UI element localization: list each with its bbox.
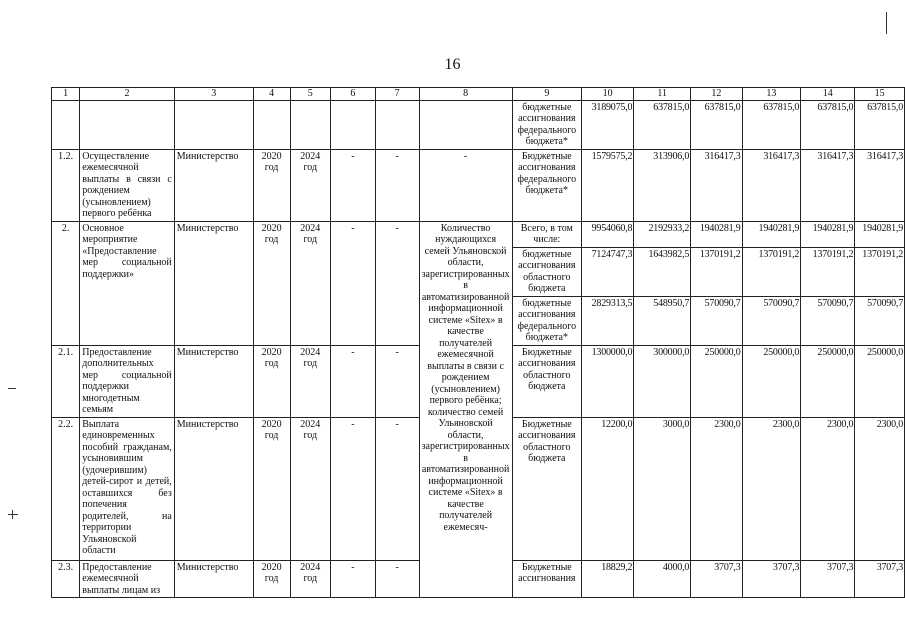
value-cell: 316417,3 <box>855 149 905 221</box>
start-year: 2020 год <box>253 221 290 345</box>
value-cell: 1370191,2 <box>691 247 742 296</box>
table-row <box>52 100 905 149</box>
end-year: 2024 год <box>290 560 331 598</box>
funding-source: Всего, в том числе: <box>512 221 581 247</box>
value-cell: 3707,3 <box>855 560 905 598</box>
row-number: 2.1. <box>52 345 80 417</box>
col-header: 12 <box>691 88 742 101</box>
value-cell: 316417,3 <box>801 149 855 221</box>
measure-name: Предоставление дополнительных мер социальной поддержки многодетным семьям <box>80 345 175 417</box>
scan-mark <box>12 510 13 519</box>
value-cell: 3707,3 <box>691 560 742 598</box>
col-header: 5 <box>290 88 331 101</box>
dash-cell: - <box>331 417 376 560</box>
col-header: 8 <box>419 88 512 101</box>
value-cell: 300000,0 <box>634 345 691 417</box>
row-number: 2. <box>52 221 80 345</box>
value-cell: 250000,0 <box>691 345 742 417</box>
funding-source: бюджетные ассигнования федерального бюджета* <box>512 100 581 149</box>
value-cell: 637815,0 <box>691 100 742 149</box>
value-cell: 250000,0 <box>855 345 905 417</box>
table-row <box>52 149 905 221</box>
dash-cell: - <box>375 560 419 598</box>
value-cell: 1300000,0 <box>582 345 634 417</box>
value-cell: 2300,0 <box>691 417 742 560</box>
row-number: 1.2. <box>52 149 80 221</box>
measure-name: Основное мероприятие «Предоставление мер социальной поддержки» <box>80 221 175 345</box>
value-cell: 2192933,2 <box>634 221 691 247</box>
row-number: 2.3. <box>52 560 80 598</box>
value-cell: 12200,0 <box>582 417 634 560</box>
start-year: 2020 год <box>253 417 290 560</box>
dash-cell: - <box>375 417 419 560</box>
value-cell: 1940281,9 <box>801 221 855 247</box>
col-header: 6 <box>331 88 376 101</box>
value-cell: 3000,0 <box>634 417 691 560</box>
value-cell: 3189075,0 <box>582 100 634 149</box>
measure-name: Предоставление ежемесячной выплаты лицам из <box>80 560 175 598</box>
value-cell: 9954060,8 <box>582 221 634 247</box>
end-year: 2024 год <box>290 345 331 417</box>
funding-source: Бюджетные ассигнования федерального бюджета* <box>512 149 581 221</box>
col-header: 3 <box>174 88 253 101</box>
value-cell: 637815,0 <box>855 100 905 149</box>
scan-mark <box>8 388 16 389</box>
executor: Министерство <box>174 560 253 598</box>
dash-cell: - <box>375 345 419 417</box>
executor: Министерство <box>174 345 253 417</box>
value-cell: 637815,0 <box>634 100 691 149</box>
value-cell: 2300,0 <box>742 417 801 560</box>
value-cell: 1370191,2 <box>801 247 855 296</box>
measure-name: Осуществление ежемесячной выплаты в связи с рождением (усыновлением) первого ребёнка <box>80 149 175 221</box>
value-cell: 548950,7 <box>634 296 691 345</box>
col-header: 15 <box>855 88 905 101</box>
dash-cell: - <box>331 221 376 345</box>
funding-source: Бюджетные ассигнования областного бюджета <box>512 345 581 417</box>
scan-mark <box>8 514 18 515</box>
col-header: 13 <box>742 88 801 101</box>
col-header: 14 <box>801 88 855 101</box>
value-cell: 1579575,2 <box>582 149 634 221</box>
value-cell: 2300,0 <box>801 417 855 560</box>
end-year: 2024 год <box>290 149 331 221</box>
dash-cell: - <box>331 345 376 417</box>
value-cell: 637815,0 <box>801 100 855 149</box>
value-cell: 3707,3 <box>801 560 855 598</box>
value-cell: 7124747,3 <box>582 247 634 296</box>
value-cell: 316417,3 <box>691 149 742 221</box>
value-cell: 570090,7 <box>801 296 855 345</box>
row-number: 2.2. <box>52 417 80 560</box>
value-cell: 4000,0 <box>634 560 691 598</box>
funding-source: бюджетные ассигнования областного бюджета <box>512 247 581 296</box>
page-number: 16 <box>444 56 461 73</box>
value-cell: 570090,7 <box>691 296 742 345</box>
measure-name: Выплата единовременных пособий гражданам, усыновившим (удочерившим) детей-сирот и детей, оставшихся без попечения родителей, на территории Ульяновской области <box>80 417 175 560</box>
dash-cell: - <box>375 221 419 345</box>
value-cell: 3707,3 <box>742 560 801 598</box>
target-indicator: Количество нуждающихся семей Ульяновской области, зарегистрированных в автоматизированной информационной системе «Sitex» в качестве получателей ежемесячной выплаты в связи с рождением (усыновлением) первого ребёнка; количество семей Ульяновской области, зарегистрированных в автоматизированной информационной системе «Sitex» в качестве получателей ежемесяч- <box>419 221 512 598</box>
dash-cell: - <box>375 149 419 221</box>
col-header: 1 <box>52 88 80 101</box>
table-row <box>52 221 905 247</box>
value-cell: 18829,2 <box>582 560 634 598</box>
value-cell: 1940281,9 <box>855 221 905 247</box>
value-cell: 313906,0 <box>634 149 691 221</box>
value-cell: 1370191,2 <box>742 247 801 296</box>
executor: Министерство <box>174 417 253 560</box>
value-cell: 2300,0 <box>855 417 905 560</box>
value-cell: 1643982,5 <box>634 247 691 296</box>
scan-mark <box>886 12 887 34</box>
value-cell: 1940281,9 <box>742 221 801 247</box>
col-header: 2 <box>80 88 175 101</box>
program-table <box>51 87 905 598</box>
funding-source: Бюджетные ассигнования областного бюджета <box>512 417 581 560</box>
end-year: 2024 год <box>290 417 331 560</box>
col-header: 11 <box>634 88 691 101</box>
start-year: 2020 год <box>253 345 290 417</box>
value-cell: 250000,0 <box>801 345 855 417</box>
header-row <box>52 88 905 101</box>
value-cell: 2829313,5 <box>582 296 634 345</box>
col-header: 9 <box>512 88 581 101</box>
dash-cell: - <box>331 560 376 598</box>
col-header: 10 <box>582 88 634 101</box>
col-header: 4 <box>253 88 290 101</box>
value-cell: 570090,7 <box>855 296 905 345</box>
executor: Министерство <box>174 149 253 221</box>
value-cell: 250000,0 <box>742 345 801 417</box>
funding-source: бюджетные ассигнования федерального бюджета* <box>512 296 581 345</box>
value-cell: 570090,7 <box>742 296 801 345</box>
executor: Министерство <box>174 221 253 345</box>
start-year: 2020 год <box>253 149 290 221</box>
funding-source: Бюджетные ассигнования <box>512 560 581 598</box>
end-year: 2024 год <box>290 221 331 345</box>
dash-cell: - <box>331 149 376 221</box>
value-cell: 637815,0 <box>742 100 801 149</box>
col-header: 7 <box>375 88 419 101</box>
value-cell: 1370191,2 <box>855 247 905 296</box>
value-cell: 1940281,9 <box>691 221 742 247</box>
dash-cell: - <box>419 149 512 221</box>
start-year: 2020 год <box>253 560 290 598</box>
value-cell: 316417,3 <box>742 149 801 221</box>
